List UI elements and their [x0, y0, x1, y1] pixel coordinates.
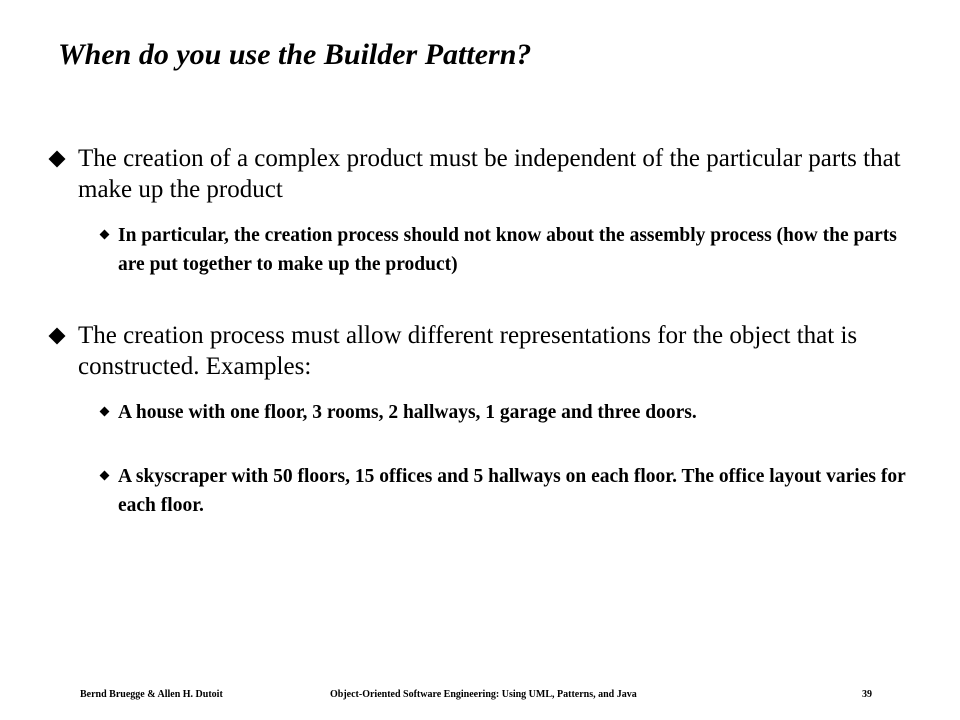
sub-bullet-item — [96, 398, 916, 427]
slide-title: When do you use the Builder Pattern? — [58, 38, 532, 71]
bullet-item — [45, 143, 905, 205]
bullet-item — [45, 320, 905, 382]
footer-authors: Bernd Bruegge & Allen H. Dutoit — [80, 689, 223, 700]
sub-bullet-item — [96, 221, 916, 279]
sub-bullet-text: A skyscraper with 50 floors, 15 offices and 5 hallways on each floor. The office layout varies for each floor. — [118, 466, 906, 516]
diamond-bullet-icon — [100, 407, 110, 417]
footer-book-title: Object-Oriented Software Engineering: Using UML, Patterns, and Java — [330, 689, 637, 700]
sub-bullet-text: In particular, the creation process should not know about the assembly process (how the parts are put together to make up the product) — [118, 225, 897, 275]
diamond-bullet-icon — [49, 328, 66, 345]
page-number: 39 — [862, 689, 872, 700]
diamond-bullet-icon — [100, 471, 110, 481]
bullet-text: The creation of a complex product must be independent of the particular parts that make up the product — [78, 145, 901, 203]
diamond-bullet-icon — [100, 230, 110, 240]
bullet-text: The creation process must allow different representations for the object that is constructed. Examples: — [78, 322, 858, 380]
diamond-bullet-icon — [49, 151, 66, 168]
sub-bullet-item — [96, 462, 916, 520]
sub-bullet-text: A house with one floor, 3 rooms, 2 hallways, 1 garage and three doors. — [118, 402, 697, 423]
